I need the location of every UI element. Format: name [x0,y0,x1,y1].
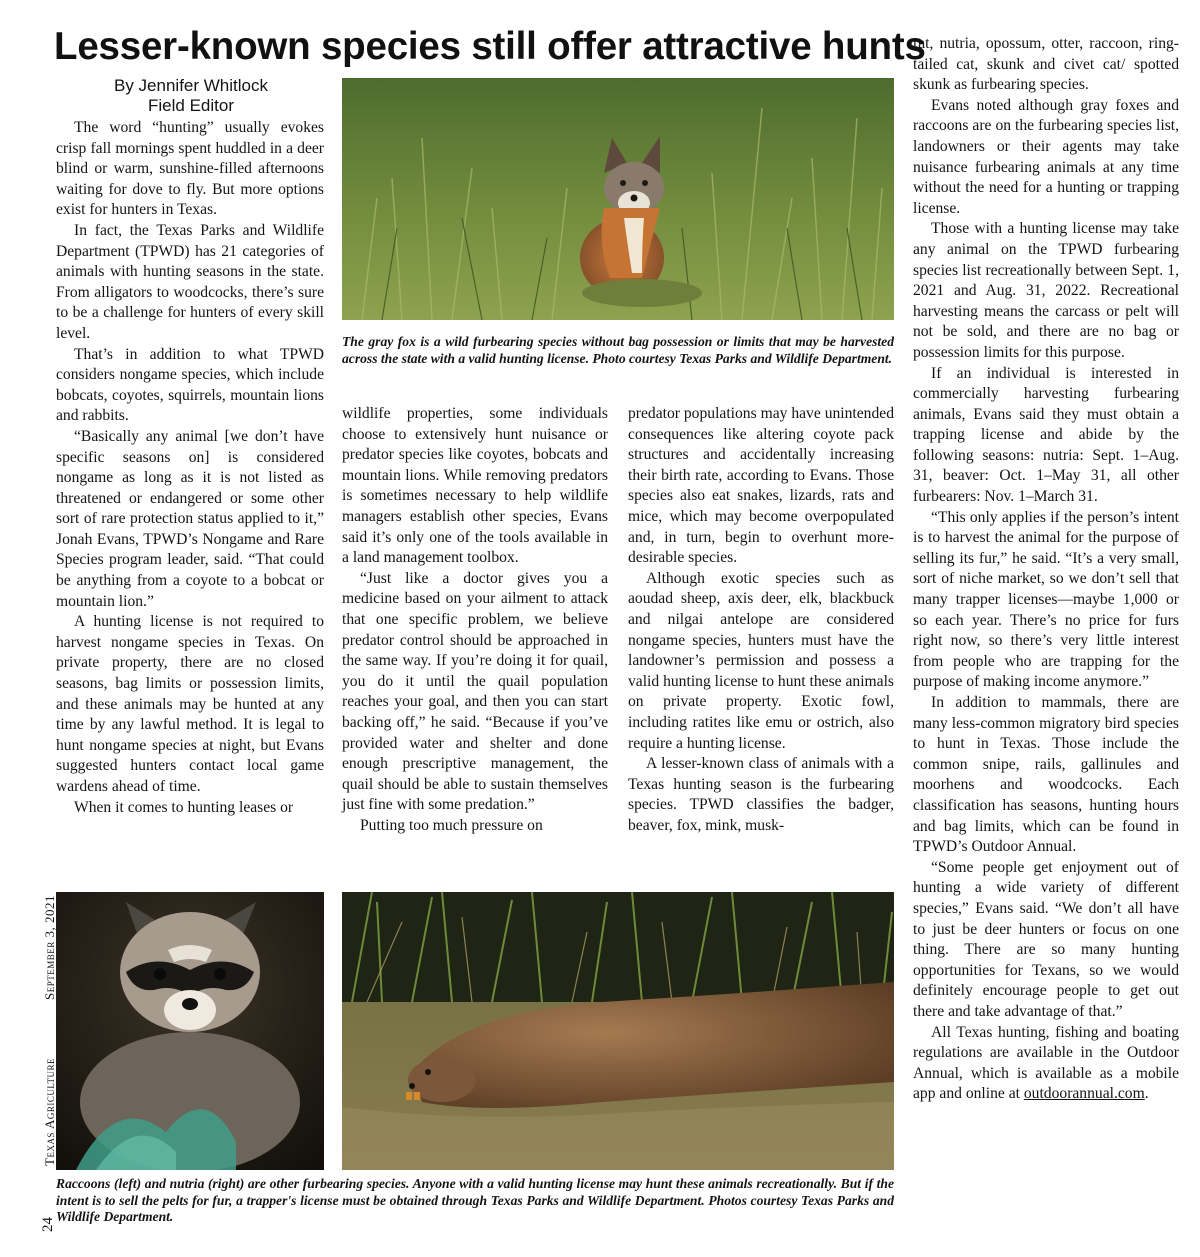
raccoon-photo [56,892,324,1170]
bottom-caption: Raccoons (left) and nutria (right) are other furbearing species. Anyone with a valid hunting license may hunt these animals recreationally. But if the intent is to sell the pelts for fur, a trapper's license must be obtained through Texas Parks and Wildlife Department. Photos courtesy Texas Parks and Wildlife Department. [56,1176,894,1224]
fox-image [342,78,894,320]
paragraph: The word “hunting” usually evokes crisp fall mornings spent huddled in a deer blind or warm, sunshine-filled afternoons waiting for dove to fly. But more options exist for hunters in Texas. [56,119,324,219]
byline-author: By Jennifer Whitlock [114,76,268,95]
margin-publication: Texas Agriculture [42,1057,57,1166]
column-1 [56,118,324,818]
paragraph: Although exotic species such as aoudad sheep, axis deer, elk, blackbuck and nilgai antelope are considered nongame species, hunters must have the landowner’s permission and possess a valid hunting license to hunt these animals on private property. Exotic fowl, including ratites like emu or ostrich, also require a hunting license. [628,569,894,752]
raccoon-image [56,892,324,1170]
paragraph: When it comes to hunting leases or [74,798,294,816]
headline: Lesser-known species still offer attractive hunts [54,25,926,68]
paragraph: “Just like a doctor gives you a medicine based on your ailment to attack that one specific problem, we believe predator control should be approached in the same way. If you’re doing it for quail, you do it until the quail population reaches your goal, and then you can start backing off,” he said. “Because if you’ve provided water and shelter and done enough prescriptive management, the quail should be able to sustain themselves just fine with some predation.” [342,569,608,814]
nutria-image [342,892,894,1170]
paragraph: If an individual is interested in commercially harvesting furbearing animals, Evans said they must obtain a trapping license and abide by the following seasons: nutria: Sept. 1–Aug. 31, beaver: Oct. 1–May 31, all other furbearers: Nov. 1–March 31. [913,364,1179,506]
paragraph: Putting too much pressure on [360,816,543,834]
margin-date: September 3, 2021 [42,895,57,1000]
outdoor-annual-link[interactable]: outdoorannual.com [1023,1085,1145,1103]
nutria-photo [342,892,894,1170]
fox-photo [342,78,894,320]
paragraph: Evans noted although gray foxes and raccoons are on the furbearing species list, landowners or their agents may take nuisance furbearing animals at any time without the need for a hunting or trapping license. [913,96,1179,217]
byline-role: Field Editor [148,96,234,115]
byline [56,76,326,116]
paragraph: A hunting license is not required to harvest nongame species in Texas. On private property, there are no closed seasons, bag limits or possession limits, and these animals may be hunted at any time by any lawful method. It is legal to hunt nongame species at night, but Evans suggested hunters contact local game wardens ahead of time. [56,613,324,795]
paragraph: A lesser-known class of animals with a Texas hunting season is the furbearing species. TPWD classifies the badger, beaver, fox, mink, musk- [628,755,894,834]
page-number: 24 [40,1217,56,1232]
paragraph: That’s in addition to what TPWD considers nongame species, which include bobcats, coyotes, squirrels, mountain lions and rabbits. [56,345,324,425]
paragraph: wildlife properties, some individuals choose to extensively hunt nuisance or predator species like coyotes, bobcats and mountain lions. While removing predators is sometimes necessary to help wildlife managers establish other species, Evans said it’s only one of the tools available in a land management toolbox. [342,405,608,567]
paragraph: rat, nutria, opossum, otter, raccoon, ring-tailed cat, skunk and civet cat/ spotted skunk as furbearing species. [913,35,1179,94]
paragraph: “This only applies if the person’s intent is to harvest the animal for the purpose of selling its fur,” he said. “It’s a very small, sort of niche market, so we don’t sell that many trapper licenses—maybe 1,000 or so each year. There’s no price for furs right now, so there’s very little interest from people who are trapping for the purpose of making income anymore.” [913,508,1179,691]
column-3 [628,404,894,836]
period: . [1144,1085,1149,1103]
paragraph: In fact, the Texas Parks and Wildlife Department (TPWD) has 21 categories of animals with hunting seasons in the state. From alligators to woodcocks, there’s sure to be a challenge for hunters of every skill level. [56,221,324,342]
fox-caption: The gray fox is a wild furbearing species without bag possession or limits that may be harvested across the state with a valid hunting license. Photo courtesy Texas Parks and Wildlife Department. [342,334,894,366]
column-2 [342,404,608,836]
paragraph [913,1023,1179,1105]
paragraph: predator populations may have unintended consequences like altering coyote pack structures and accidentally increasing their birth rate, according to Evans. Those species also eat snakes, lizards, rats and mice, which may become overpopulated and, in turn, begin to overhunt more-desirable species. [628,405,894,567]
column-4 [913,34,1179,1105]
paragraph: Those with a hunting license may take any animal on the TPWD furbearing species list recreationally between Sept. 1, 2021 and Aug. 31, 2022. Recreational harvesting means the carcass or pelt will not be sold, and there are no bag or possession limits for this purpose. [913,220,1179,361]
paragraph: In addition to mammals, there are many less-common migratory bird species to hunt in Texas. Those include the common snipe, rails, gallinules and moorhens and woodcocks. Each classification has seasons, hunting hours and bag limits, which can be found in TPWD’s Outdoor Annual. [913,694,1179,856]
paragraph: “Basically any animal [we don’t have specific seasons on] is considered nongame as long as it is not listed as threatened or endangered or some other sort of rare protection status applied to it,” Jonah Evans, TPWD’s Nongame and Rare Species program leader, said. “That could be anything from a coyote to a bobcat or mountain lion.” [56,427,324,610]
paragraph: “Some people get enjoyment out of hunting a wide variety of different species,” Evans said. “We don’t all have to just be deer hunters or focus on one thing. There are so many hunting opportunities for Texans, so we would definitely encourage people to get out there and take advantage of that.” [913,858,1179,1020]
paragraph-text: All Texas hunting, fishing and boating regulations are available in the Outdoor Annual, which is available as a mobile app and online at [913,1023,1179,1103]
